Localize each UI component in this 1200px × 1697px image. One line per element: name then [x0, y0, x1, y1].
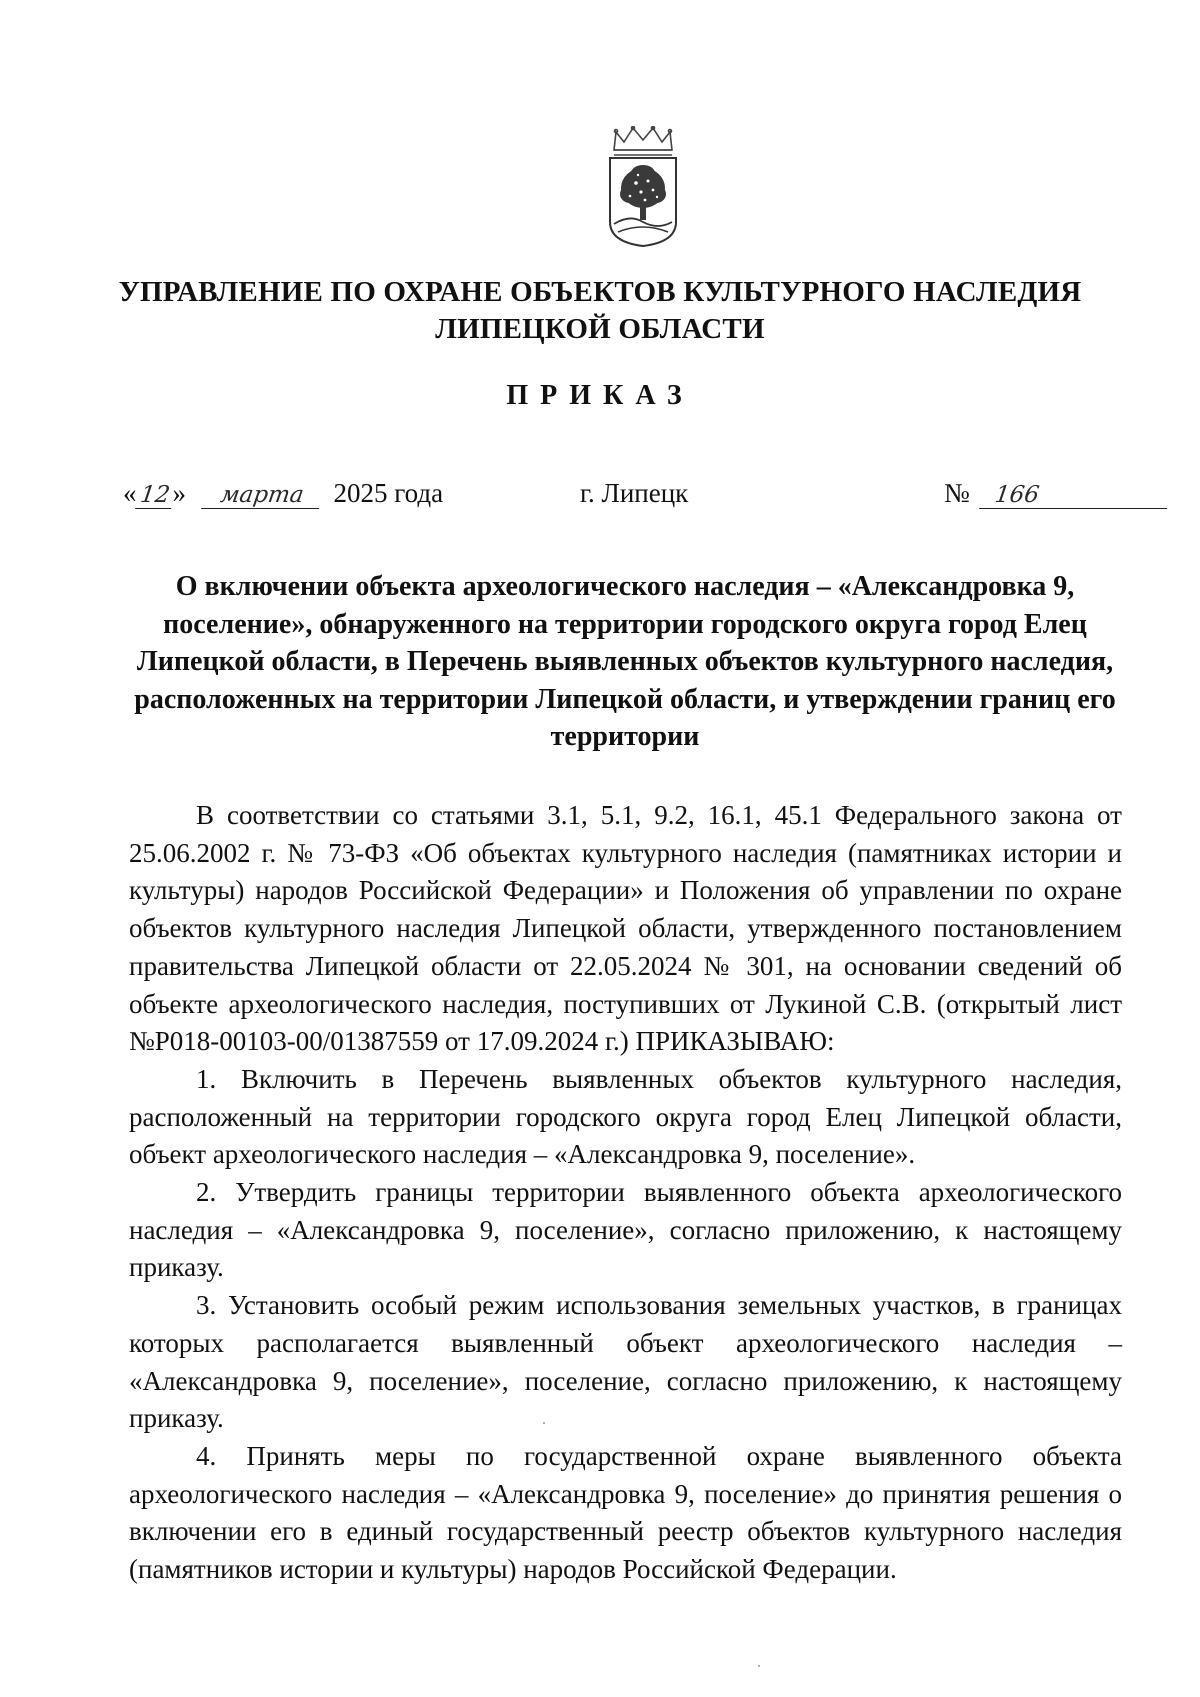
org-title-line1: УПРАВЛЕНИЕ ПО ОХРАНЕ ОБЪЕКТОВ КУЛЬТУРНОГО НАСЛЕДИЯ — [118, 276, 1082, 308]
order-item-1: 1. Включить в Перечень выявленных объектов культурного наследия, расположенный на территории городского округа город Елец Липецкой области, объект археологического наследия – «Александровка 9, поселение». — [129, 1063, 1122, 1170]
subject-line: О включении объекта археологического наследия – «Александровка 9, — [175, 571, 1075, 602]
date-quote-open: « — [123, 478, 137, 508]
date-quote-close: » — [172, 478, 186, 508]
order-date — [123, 475, 443, 511]
date-day-handwritten: 12 — [135, 482, 175, 509]
order-number — [944, 475, 1169, 511]
subject-line: поселение», обнаруженного на территории городского округа город Елец — [163, 608, 1087, 640]
date-month-handwritten: марта — [201, 482, 323, 509]
order-number-label: № — [944, 478, 970, 508]
scan-speck — [758, 1665, 760, 1667]
date-year: 2025 года — [333, 478, 444, 508]
order-item-2: 2. Утвердить границы территории выявленного объекта археологического наследия – «Александровка 9, поселение», согласно приложению, к настоящему приказу. — [129, 1177, 1122, 1283]
order-city: г. Липецк — [580, 478, 689, 508]
preamble-paragraph: В соответствии со статьями 3.1, 5.1, 9.2, 16.1, 45.1 Федерального закона от 25.06.2002 г. № 73-ФЗ «Об объектах культурного наследия (памятниках истории и культуры) народов Российской Федерации» и Положения об управлении по охране объектов культурного наследия Липецкой области, утвержденного постановлением правительства Липецкой области от 22.05.2024 № 301, на основании сведений об объекте археологического наследия, поступивших от Лукиной С.В. (открытый лист №Р018-00103-00/01387559 от 17.09.2024 г.) ПРИКАЗЫВАЮ: — [129, 800, 1122, 1057]
document-type-heading: ПРИКАЗ — [506, 380, 694, 411]
scan-speck — [543, 1422, 545, 1424]
order-item-3: 3. Установить особый режим использования земельных участков, в границах которых располагается выявленный объект археологического наследия – «Александровка 9, поселение», поселение, согласно приложению, к настоящему приказу. — [129, 1290, 1122, 1434]
order-item-4: 4. Принять меры по государственной охране выявленного объекта археологического наследия – «Александровка 9, поселение» до принятия решения о включении его в единый государственный реестр объектов культурного наследия (памятников истории и культуры) народов Российской Федерации. — [129, 1440, 1122, 1585]
coat-of-arms-emblem — [600, 126, 686, 248]
order-body — [129, 797, 1122, 1589]
subject-line: территории — [550, 721, 700, 752]
order-subject — [128, 568, 1122, 756]
order-number-handwritten: 166 — [979, 482, 1171, 509]
org-title-line2: ЛИПЕЦКОЙ ОБЛАСТИ — [435, 313, 765, 345]
subject-line: расположенных на территории Липецкой области, и утверждении границ его — [134, 683, 1116, 715]
coat-of-arms-icon — [600, 126, 686, 248]
subject-line: Липецкой области, в Перечень выявленных объектов культурного наследия, — [136, 646, 1114, 677]
